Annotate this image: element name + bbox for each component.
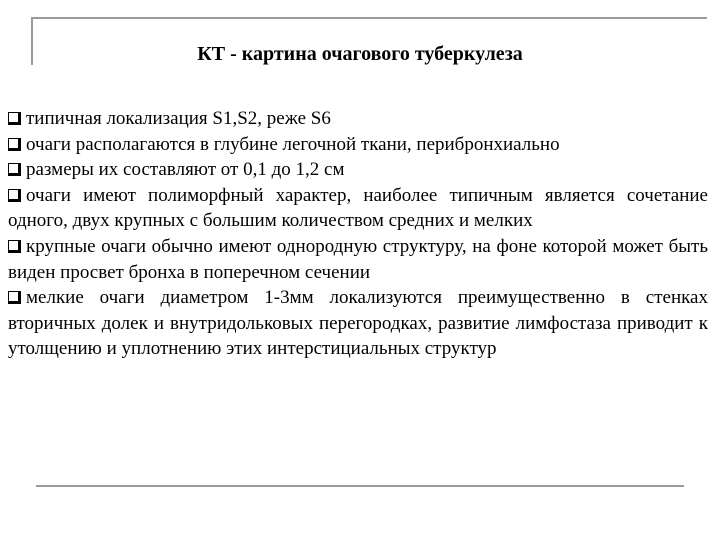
checkbox-bullet-icon — [8, 240, 21, 253]
frame-left-line — [31, 17, 33, 65]
bullet-list — [8, 106, 708, 362]
checkbox-bullet-icon — [8, 189, 21, 202]
list-item-text: размеры их составляют от 0,1 до 1,2 см — [26, 159, 345, 181]
checkbox-bullet-icon — [8, 138, 21, 151]
list-item-text: типичная локализация S1,S2, реже S6 — [26, 108, 331, 129]
checkbox-bullet-icon — [8, 112, 21, 125]
list-item-text: крупные очаги обычно имеют однородную структуру, на фоне которой может быть виден просвет бронха в поперечном сечении — [8, 235, 708, 283]
list-item — [8, 234, 708, 285]
checkbox-bullet-icon — [8, 163, 21, 176]
list-item-text: очаги располагаются в глубине легочной ткани, перибронхиально — [26, 133, 560, 155]
list-item — [8, 183, 708, 234]
list-item — [8, 285, 708, 362]
list-item-text: мелкие очаги диаметром 1-3мм локализуются преимущественно в стенках вторичных долек и внутридольковых перегородках, развитие лимфостаза приводит к утолщению и уплотнению этих интерстициальных структур — [8, 287, 708, 360]
checkbox-bullet-icon — [8, 291, 21, 304]
list-item — [8, 157, 708, 183]
list-item-text: очаги имеют полиморфный характер, наиболее типичным является сочетание одного, двух крупных с большим количеством средних и мелких — [8, 184, 708, 232]
list-item — [8, 106, 708, 132]
list-item — [8, 132, 708, 158]
frame-top-line — [31, 17, 707, 19]
bottom-divider — [36, 485, 684, 487]
slide-title: КТ - картина очагового туберкулеза — [197, 43, 523, 65]
